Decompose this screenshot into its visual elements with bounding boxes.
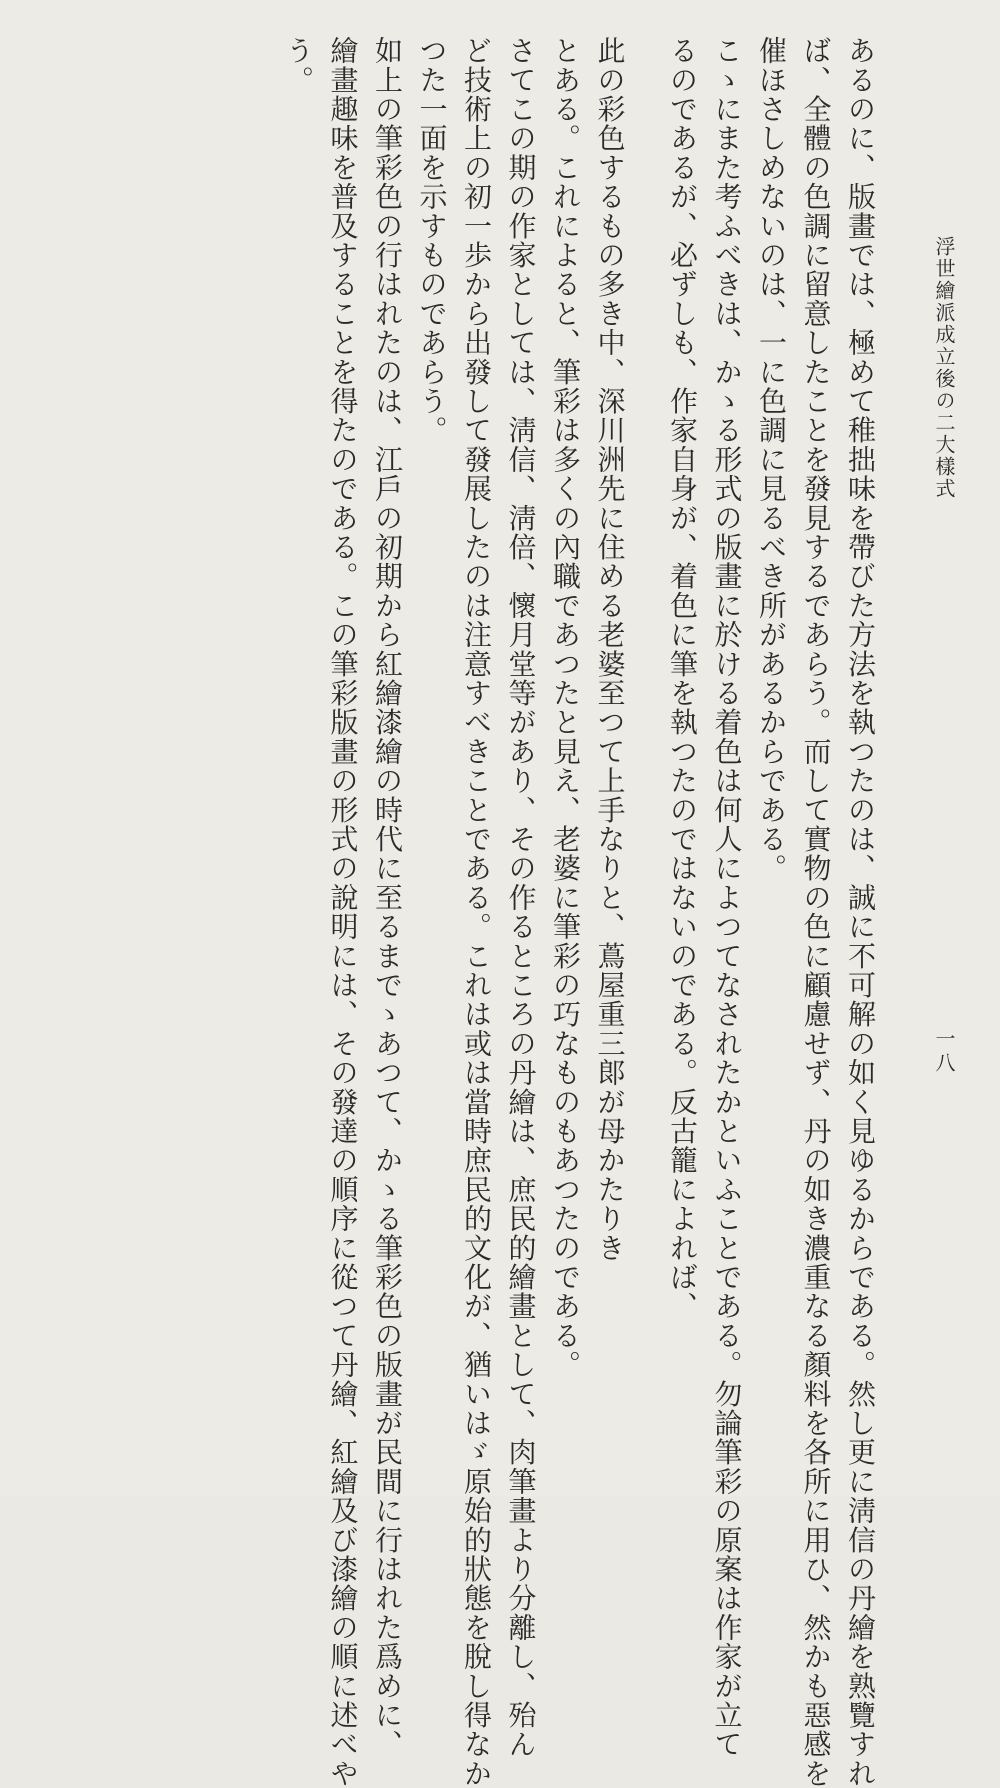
text-column: つた一面を示すものであらう。 [415,36,449,445]
text-column: う。 [282,36,315,95]
body-text [0,36,882,1788]
text-column: 繪畫趣味を普及することを得たのである。この筆彩版畫の形式の說明には、その發達の順序に從つて丹繪、紅繪及び漆繪の順に述べや [326,36,360,1788]
page-number: 一八 [932,1028,956,1076]
text-column: とある。これによると、筆彩は多くの內職であつたと見え、老婆に筆彩の巧なものもあつたのである。 [549,36,582,1380]
quotation-column: 此の彩色するもの多き中、深川洲先に住める老婆至つて上手なりと、蔦屋重三郞が母かたりき [593,36,627,1263]
text-column: 催ほさしめないのは、一に色調に見るべき所があるからである。 [755,36,788,883]
running-header: 浮世繪派成立後の二大樣式 [932,236,956,500]
text-column: あるのに、版畫では、極めて稚拙味を帶びた方法を執つたのは、誠に不可解の如く見ゆるからである。然し更に淸信の丹繪を熟覽すれ [844,36,877,1788]
text-column: さてこの期の作家としては、淸信、淸倍、懷月堂等があり、その作るところの丹繪は、庶民的繪畫として、肉筆畫より分離し、殆ん [504,36,538,1759]
text-column: ど技術上の初一歩から出發して發展したのは注意すべきことである。これは或は當時庶民的文化が、猶いはゞ原始的狀態を脫し得なか [460,36,493,1788]
text-column: るのであるが、必ずしも、作家自身が、着色に筆を執つたのではないのである。反古籠によれば、 [666,36,699,1321]
section-heading [0,36,276,1468]
text-column: こゝにまた考ふべきは、かゝる形式の版畫に於ける着色は何人によつてなされたかといふことである。勿論筆彩の原案は作家が立て [710,36,744,1759]
text-column: ば、全體の色調に留意したことを發見するであらう。而して實物の色に顧慮せず、丹の如き濃重なる顏料を各所に用ひ、然かも惡感を [799,36,833,1788]
text-column: 如上の筆彩色の行はれたのは、江戶の初期から紅繪漆繪の時代に至るまでゝあつて、かゝる筆彩色の版畫が民間に行はれた爲めに、 [371,36,404,1759]
